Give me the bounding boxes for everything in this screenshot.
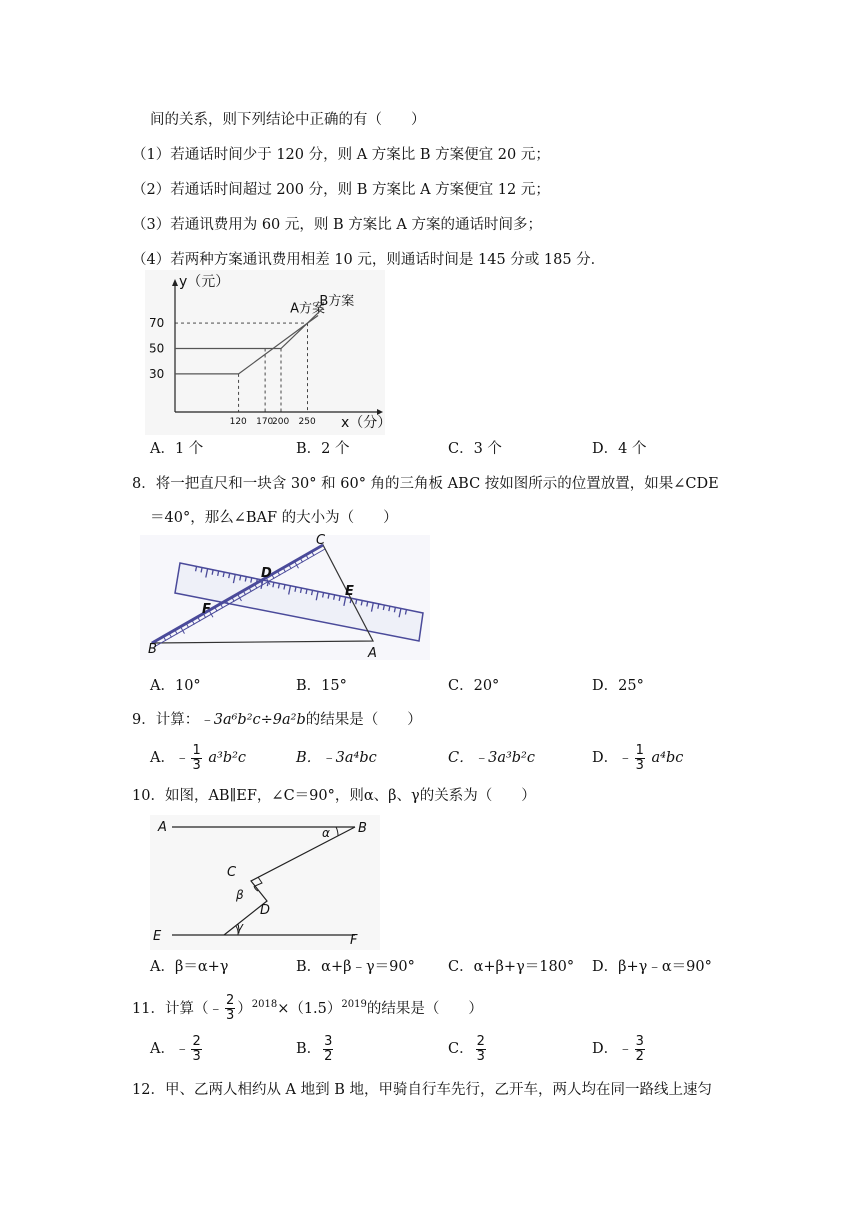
q11-option-b-numerator: 3 — [324, 1033, 333, 1049]
q11-option-d-sign: ﹣ — [618, 1041, 633, 1057]
q11-option-c-label: C． — [448, 1041, 474, 1057]
label-b: B — [358, 821, 367, 836]
q7-statement-3: （3）若通讯费用为 60 元，则 B 方案比 A 方案的通话时间多； — [132, 217, 542, 233]
q9-option-b — [296, 748, 377, 768]
q11-option-d — [592, 1033, 647, 1065]
label-a: A — [158, 820, 167, 835]
q11-option-b-label: B． — [296, 1041, 322, 1057]
label-a: A — [368, 646, 377, 661]
label-b: B — [148, 642, 157, 657]
y-axis-label: y（元） — [179, 274, 230, 290]
q9-option-d-sign: ﹣ — [618, 750, 633, 766]
q8-ruler-triangle-figure — [140, 535, 430, 660]
q7-statement-2: （2）若通话时间超过 200 分，则 B 方案比 A 方案便宜 12 元； — [132, 182, 550, 198]
q11-option-a-numerator: 2 — [192, 1033, 201, 1049]
q11-times: ×（1.5） — [277, 1000, 342, 1017]
q8-option-d: D．25° — [592, 678, 644, 694]
q8-option-a: A．10° — [150, 678, 201, 694]
q9-option-d — [592, 742, 683, 774]
q8-stem-line2: ＝40°，那么∠BAF 的大小为（ ） — [150, 510, 398, 526]
q9-option-d-denominator: 3 — [635, 757, 644, 773]
q9-stem — [132, 710, 422, 730]
q11-option-c-fraction — [476, 1035, 486, 1064]
x-tick-label-200: 200 — [272, 417, 290, 427]
q11-option-a-denominator: 3 — [192, 1048, 201, 1064]
q10-option-c: C．α+β+γ＝180° — [448, 959, 575, 975]
q10-parallel-lines-figure — [150, 815, 380, 950]
label-d: D — [260, 903, 271, 918]
q11-option-c-denominator: 3 — [476, 1048, 485, 1064]
q11-option-d-numerator: 3 — [635, 1033, 644, 1049]
q8-stem-line1: 8．将一把直尺和一块含 30° 和 60° 角的三角板 ABC 按如图所示的位置放置，如果∠CDE — [132, 476, 719, 492]
label-e: E — [345, 584, 354, 599]
q10-option-a: A．β＝α+γ — [150, 959, 229, 975]
q11-denominator: 3 — [225, 1008, 235, 1024]
q9-prefix: 9．计算： — [132, 712, 200, 728]
q10-stem: 10．如图，AB∥EF，∠C＝90°，则α、β、γ的关系为（ ） — [132, 788, 536, 804]
label-f: F — [202, 602, 211, 617]
q9-suffix: 的结果是（ ） — [305, 712, 422, 728]
label-gamma: γ — [236, 920, 244, 934]
q11-option-c — [448, 1033, 488, 1065]
label-c: C — [227, 865, 237, 880]
q9-option-a-numerator: 1 — [192, 742, 201, 758]
q9-option-a-tail: a³b²c — [208, 750, 247, 766]
q11-option-a-sign: ﹣ — [174, 1041, 190, 1057]
q11-close: ） — [237, 1000, 252, 1017]
q11-suffix: 的结果是（ ） — [366, 1000, 483, 1017]
x-tick-label-170: 170 — [256, 417, 274, 427]
q9-option-c-text: C．﹣3a³b²c — [448, 750, 535, 766]
label-beta: β — [236, 888, 244, 902]
q10-option-b: B．α+β﹣γ＝90° — [296, 959, 415, 975]
q7-option-c: C．3 个 — [448, 441, 502, 457]
q9-option-d-label: D． — [592, 750, 619, 766]
q11-numerator: 2 — [225, 993, 235, 1009]
q8-option-c: C．20° — [448, 678, 500, 694]
q9-option-a-denominator: 3 — [192, 757, 201, 773]
label-d: D — [261, 566, 272, 581]
q11-option-a-label: A． — [150, 1041, 175, 1057]
q8-option-b: B．15° — [296, 678, 347, 694]
x-tick-label-250: 250 — [298, 417, 316, 427]
q9-option-d-tail: a⁴bc — [651, 750, 684, 766]
q11-option-d-label: D． — [592, 1041, 619, 1057]
label-alpha: α — [322, 826, 330, 840]
q11-prefix: 11．计算（﹣ — [132, 1000, 223, 1017]
q9-option-d-numerator: 1 — [635, 742, 644, 758]
q11-option-b-denominator: 2 — [324, 1048, 333, 1064]
q10-option-d: D．β+γ﹣α＝90° — [592, 959, 712, 975]
q11-stem — [132, 988, 483, 1026]
q9-option-a-fraction — [191, 744, 201, 773]
q11-exponent-2: 2019 — [341, 999, 367, 1010]
label-c: C — [316, 533, 326, 548]
y-tick-label-70: 70 — [149, 316, 165, 331]
y-tick-label-50: 50 — [149, 341, 165, 356]
q7-option-d: D．4 个 — [592, 441, 647, 457]
q7-option-a: A．1 个 — [150, 441, 204, 457]
q11-option-d-denominator: 2 — [635, 1048, 644, 1064]
q9-option-a-sign: ﹣ — [174, 750, 190, 766]
q11-exponent-1: 2018 — [251, 999, 278, 1010]
q9-option-b-text: B．﹣3a⁴bc — [296, 750, 377, 766]
q9-option-a — [150, 742, 246, 774]
q11-fraction — [225, 994, 235, 1023]
q11-option-c-numerator: 2 — [476, 1033, 485, 1049]
x-axis-label: x（分） — [341, 415, 392, 431]
series-label-1: B方案 — [319, 293, 355, 309]
series-label-0: A方案 — [290, 301, 326, 317]
q11-option-a — [150, 1033, 204, 1065]
y-tick-label-30: 30 — [149, 366, 165, 381]
q11-option-b-fraction — [323, 1035, 333, 1064]
q9-option-c — [448, 748, 535, 768]
q9-option-d-fraction — [635, 744, 645, 773]
x-tick-label-120: 120 — [229, 417, 247, 427]
q12-stem: 12．甲、乙两人相约从 A 地到 B 地，甲骑自行车先行，乙开车，两人均在同一路线上速匀 — [132, 1082, 713, 1098]
q9-expression: ﹣3a⁶b²c÷9a²b — [199, 712, 306, 728]
q7-line-chart — [145, 270, 392, 435]
q9-option-a-label: A． — [150, 750, 175, 766]
q7-statement-1: （1）若通话时间少于 120 分，则 A 方案比 B 方案便宜 20 元； — [132, 147, 550, 163]
q11-option-a-fraction — [191, 1035, 201, 1064]
q11-option-d-fraction — [635, 1035, 645, 1064]
q7-statement-4: （4）若两种方案通讯费用相差 10 元，则通话时间是 145 分或 185 分． — [132, 252, 606, 268]
label-e: E — [153, 929, 162, 944]
q7-stem-tail: 间的关系，则下列结论中正确的有（ ） — [150, 112, 426, 128]
label-f: F — [350, 933, 358, 948]
q11-option-b — [296, 1033, 335, 1065]
q7-option-b: B．2 个 — [296, 441, 350, 457]
